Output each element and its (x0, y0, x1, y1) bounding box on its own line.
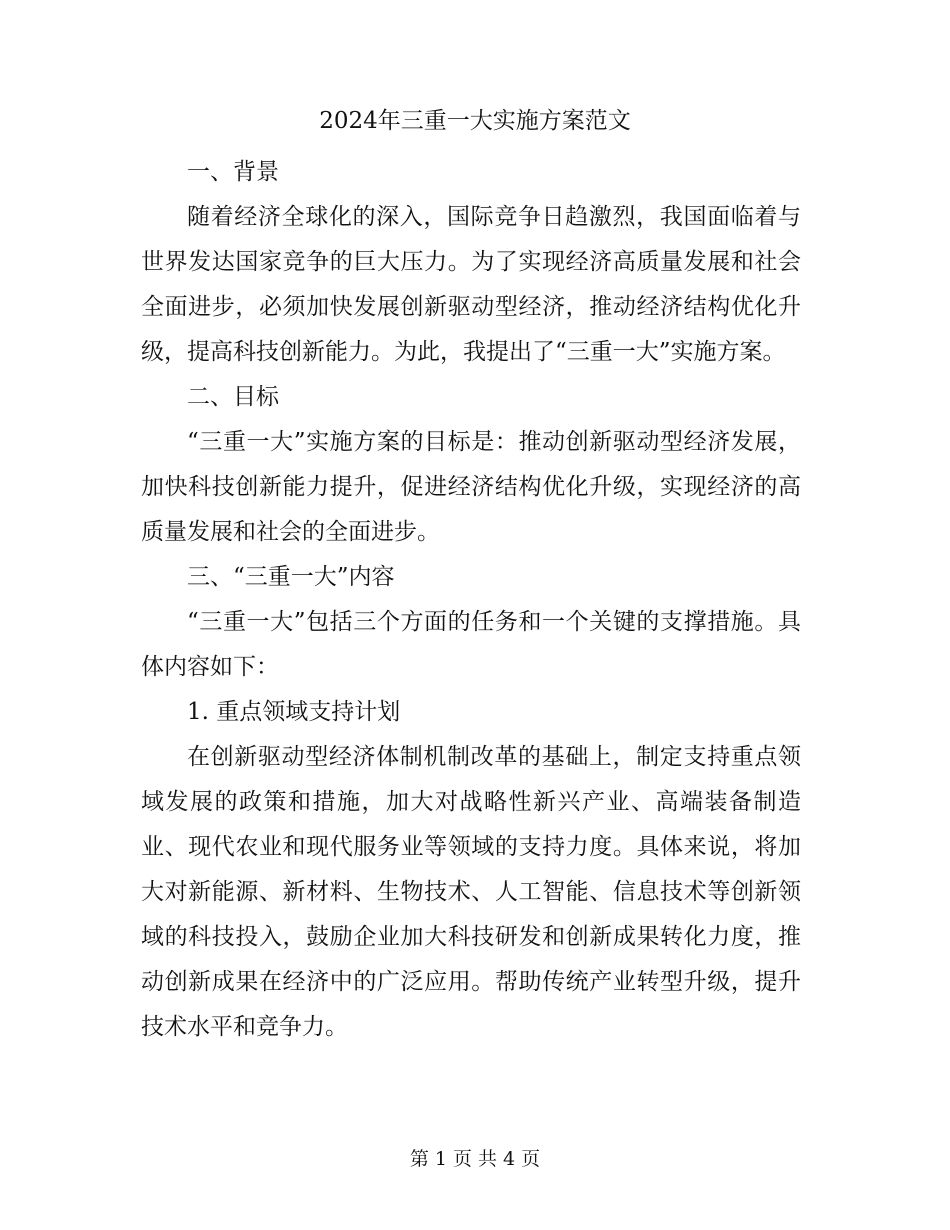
document-body (141, 150, 801, 1050)
section-heading-content: 三、“三重一大”内容 (187, 564, 395, 590)
paragraph-goal: “三重一大”实施方案的目标是：推动创新驱动型经济发展，加快科技创新能力提升，促进经济结构优化升级，实现经济的高质量发展和社会的全面进步。 (141, 429, 801, 545)
paragraph-content-intro: “三重一大”包括三个方面的任务和一个关键的支撑措施。具体内容如下： (141, 609, 801, 680)
page-number-footer: 第 1 页 共 4 页 (409, 1148, 541, 1170)
document-title: 2024年三重一大实施方案范文 (319, 108, 631, 134)
subheading-key-areas: 1. 重点领域支持计划 (187, 699, 401, 725)
section-heading-goal: 二、目标 (187, 384, 279, 410)
paragraph-key-areas: 在创新驱动型经济体制机制改革的基础上，制定支持重点领域发展的政策和措施，加大对战略性新兴产业、高端装备制造业、现代农业和现代服务业等领域的支持力度。具体来说，将加大对新能源、新材料、生物技术、人工智能、信息技术等创新领域的科技投入，鼓励企业加大科技研发和创新成果转化力度，推动创新成果在经济中的广泛应用。帮助传统产业转型升级，提升技术水平和竞争力。 (141, 744, 801, 1040)
section-heading-background: 一、背景 (187, 159, 279, 185)
paragraph-background: 随着经济全球化的深入，国际竞争日趋激烈，我国面临着与世界发达国家竞争的巨大压力。为了实现经济高质量发展和社会全面进步，必须加快发展创新驱动型经济，推动经济结构优化升级，提高科技创新能力。为此，我提出了“三重一大”实施方案。 (141, 204, 801, 365)
